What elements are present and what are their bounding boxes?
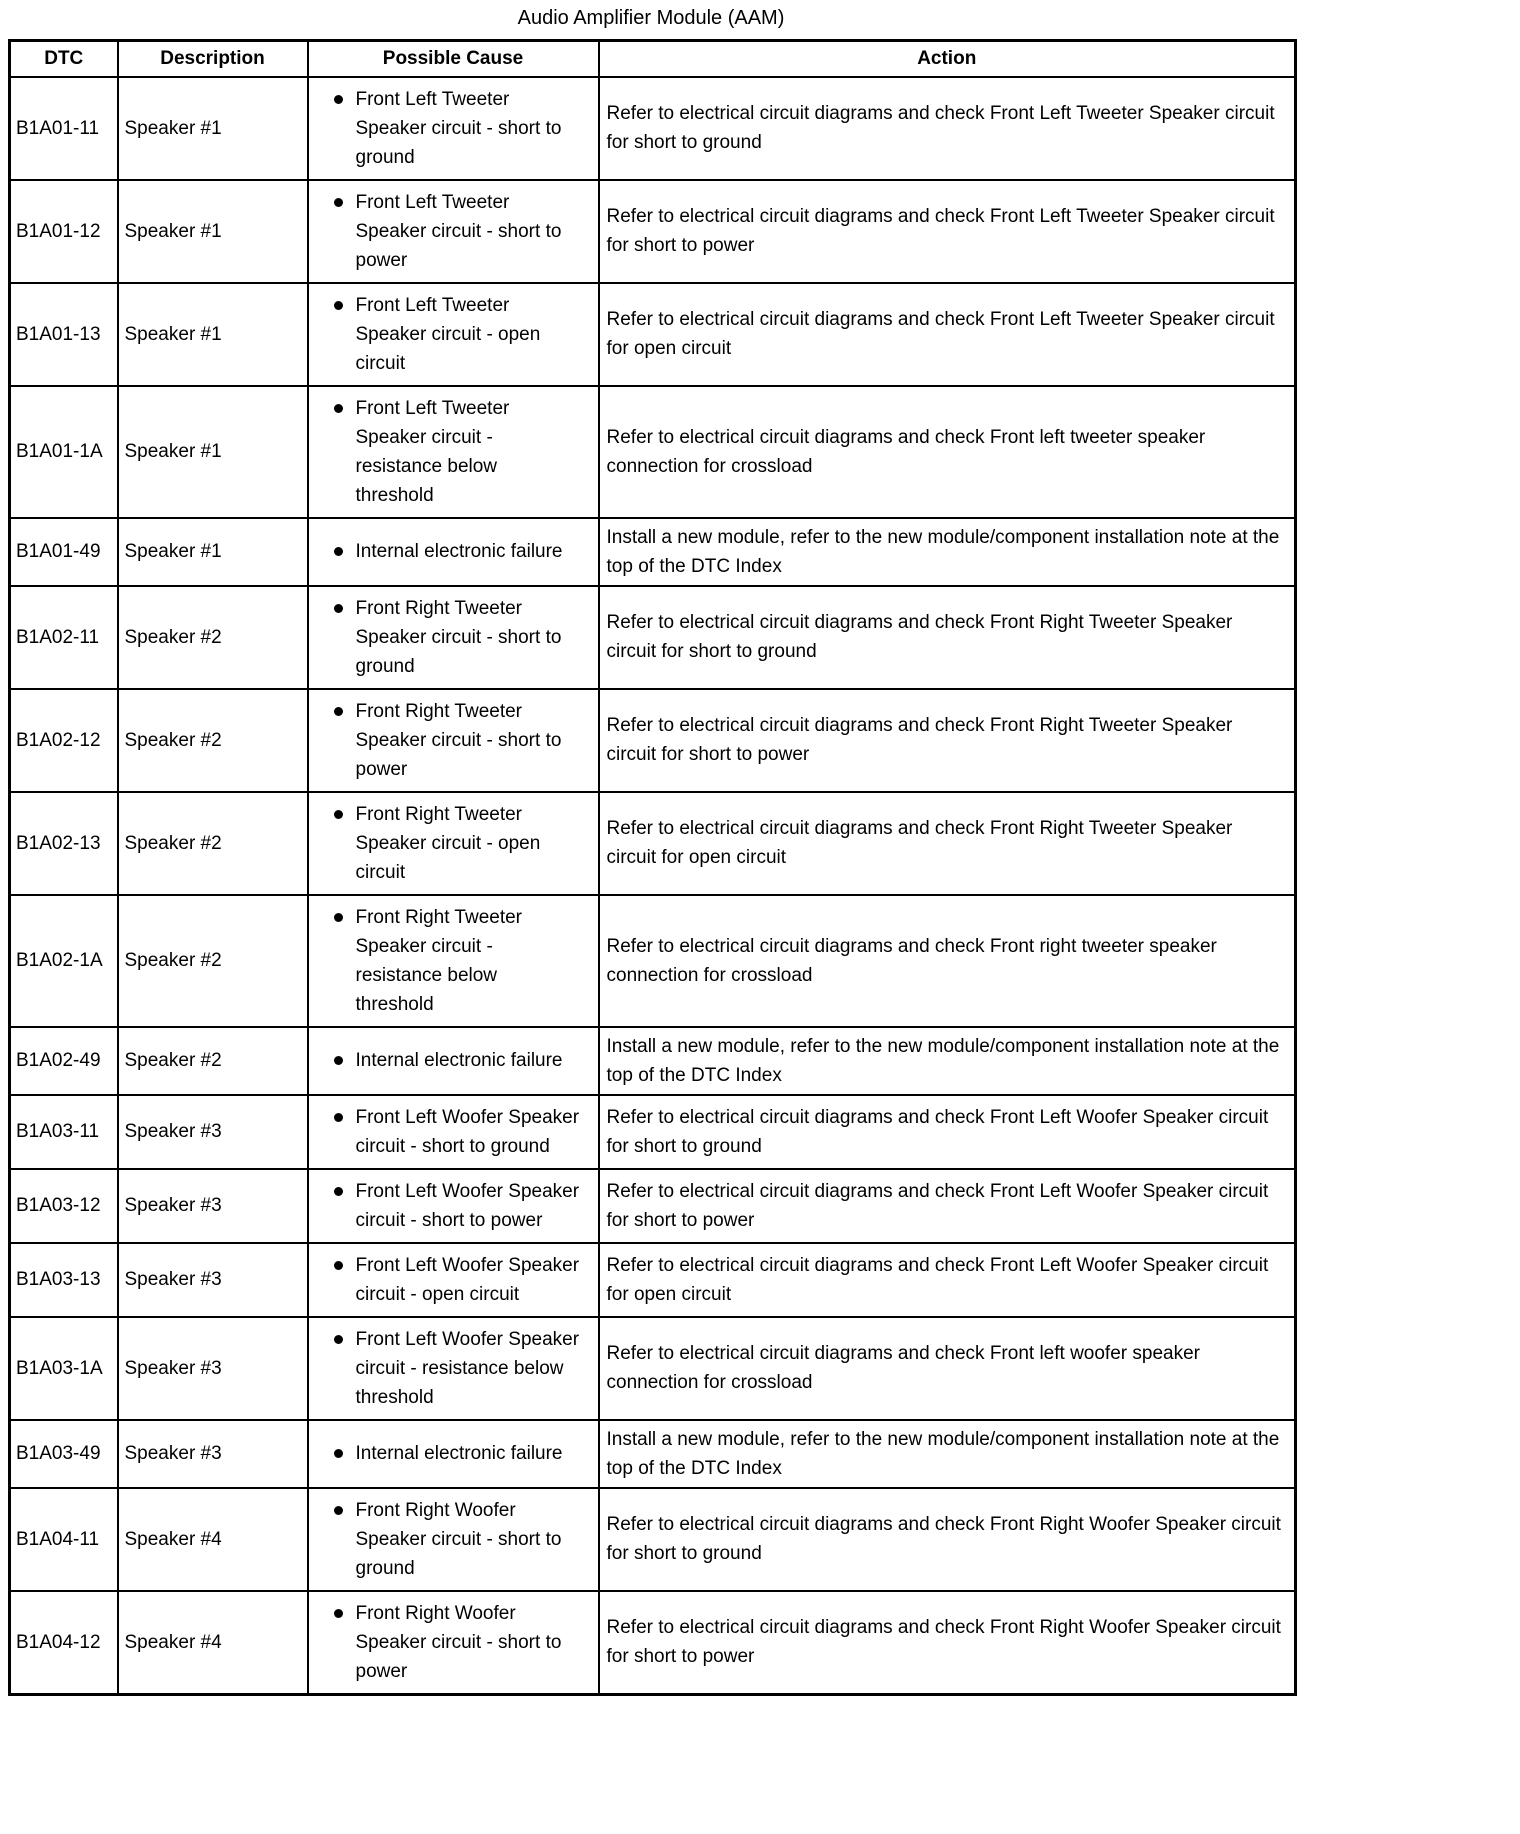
table-row	[10, 1317, 1296, 1420]
possible-cause-cell	[308, 1095, 599, 1169]
cause-text: Front Left Tweeter Speaker circuit - open circuit	[355, 294, 541, 374]
cause-text: Front Left Tweeter Speaker circuit - resistance below threshold	[355, 397, 510, 506]
action-cell: Refer to electrical circuit diagrams and check Front Right Tweeter Speaker circuit for open circuit	[599, 792, 1296, 895]
dtc-cell: B1A01-1A	[10, 386, 118, 518]
bullet-icon	[334, 604, 343, 613]
bullet-icon	[334, 1261, 343, 1270]
cause-text: Front Right Woofer Speaker circuit - short to ground	[355, 1499, 562, 1579]
action-cell: Refer to electrical circuit diagrams and check Front left woofer speaker connection for crossload	[599, 1317, 1296, 1420]
column-header-action: Action	[599, 41, 1296, 77]
possible-cause-cell	[308, 77, 599, 180]
description-cell: Speaker #4	[118, 1488, 308, 1591]
description-cell: Speaker #4	[118, 1591, 308, 1695]
cause-text: Front Left Woofer Speaker circuit - open circuit	[355, 1254, 580, 1305]
bullet-icon	[334, 913, 343, 922]
description-cell: Speaker #3	[118, 1420, 308, 1488]
description-cell: Speaker #2	[118, 586, 308, 689]
table-header	[10, 41, 1296, 77]
possible-cause-cell	[308, 1169, 599, 1243]
table-header-row	[10, 41, 1296, 77]
dtc-cell: B1A01-11	[10, 77, 118, 180]
cause-item	[309, 1251, 588, 1309]
action-cell: Refer to electrical circuit diagrams and check Front Right Tweeter Speaker circuit for short to power	[599, 689, 1296, 792]
description-cell: Speaker #1	[118, 283, 308, 386]
cause-item	[309, 188, 588, 275]
table-row	[10, 792, 1296, 895]
possible-cause-cell	[308, 689, 599, 792]
description-cell: Speaker #3	[118, 1317, 308, 1420]
table-row	[10, 283, 1296, 386]
table-row	[10, 77, 1296, 180]
description-cell: Speaker #1	[118, 386, 308, 518]
action-cell: Refer to electrical circuit diagrams and check Front right tweeter speaker connection for crossload	[599, 895, 1296, 1027]
cause-item	[309, 594, 588, 681]
description-cell: Speaker #2	[118, 689, 308, 792]
bullet-icon	[334, 404, 343, 413]
dtc-cell: B1A03-49	[10, 1420, 118, 1488]
page-title: Audio Amplifier Module (AAM)	[517, 7, 785, 29]
table-row	[10, 586, 1296, 689]
table-row	[10, 895, 1296, 1027]
cause-text: Front Right Tweeter Speaker circuit - short to ground	[355, 597, 562, 677]
dtc-cell: B1A02-13	[10, 792, 118, 895]
dtc-cell: B1A03-13	[10, 1243, 118, 1317]
action-cell: Refer to electrical circuit diagrams and check Front Right Tweeter Speaker circuit for short to ground	[599, 586, 1296, 689]
dtc-table	[8, 39, 1297, 1696]
action-cell: Refer to electrical circuit diagrams and check Front Left Tweeter Speaker circuit for short to power	[599, 180, 1296, 283]
cause-text: Front Left Tweeter Speaker circuit - short to ground	[355, 88, 562, 168]
possible-cause-cell	[308, 386, 599, 518]
table-row	[10, 1169, 1296, 1243]
cause-item	[309, 800, 588, 887]
table-row	[10, 180, 1296, 283]
dtc-cell: B1A04-12	[10, 1591, 118, 1695]
dtc-cell: B1A02-11	[10, 586, 118, 689]
cause-text: Internal electronic failure	[355, 541, 563, 562]
action-cell: Refer to electrical circuit diagrams and check Front Left Woofer Speaker circuit for short to ground	[599, 1095, 1296, 1169]
description-cell: Speaker #1	[118, 518, 308, 586]
table-row	[10, 1591, 1296, 1695]
table-row	[10, 1420, 1296, 1488]
action-cell: Refer to electrical circuit diagrams and check Front left tweeter speaker connection for crossload	[599, 386, 1296, 518]
dtc-cell: B1A02-1A	[10, 895, 118, 1027]
bullet-icon	[334, 810, 343, 819]
cause-item	[309, 1439, 588, 1468]
bullet-icon	[334, 301, 343, 310]
possible-cause-cell	[308, 1420, 599, 1488]
table-row	[10, 689, 1296, 792]
table-row	[10, 1095, 1296, 1169]
possible-cause-cell	[308, 180, 599, 283]
possible-cause-cell	[308, 1317, 599, 1420]
cause-item	[309, 1325, 588, 1412]
cause-item	[309, 291, 588, 378]
action-cell: Refer to electrical circuit diagrams and check Front Left Tweeter Speaker circuit for short to ground	[599, 77, 1296, 180]
cause-item	[309, 1177, 588, 1235]
cause-item	[309, 1496, 588, 1583]
action-cell: Refer to electrical circuit diagrams and check Front Left Woofer Speaker circuit for open circuit	[599, 1243, 1296, 1317]
dtc-cell: B1A01-12	[10, 180, 118, 283]
table-body	[10, 77, 1296, 1695]
possible-cause-cell	[308, 1591, 599, 1695]
cause-text: Front Left Woofer Speaker circuit - resistance below threshold	[355, 1328, 580, 1408]
cause-text: Front Left Tweeter Speaker circuit - short to power	[355, 191, 562, 271]
dtc-cell: B1A01-13	[10, 283, 118, 386]
dtc-cell: B1A03-11	[10, 1095, 118, 1169]
possible-cause-cell	[308, 895, 599, 1027]
cause-item	[309, 1599, 588, 1686]
cause-item	[309, 1103, 588, 1161]
table-row	[10, 1243, 1296, 1317]
description-cell: Speaker #3	[118, 1169, 308, 1243]
bullet-icon	[334, 1609, 343, 1618]
cause-item	[309, 1046, 588, 1075]
dtc-cell: B1A03-12	[10, 1169, 118, 1243]
possible-cause-cell	[308, 586, 599, 689]
column-header-description: Description	[118, 41, 308, 77]
possible-cause-cell	[308, 792, 599, 895]
description-cell: Speaker #2	[118, 1027, 308, 1095]
cause-text: Front Left Woofer Speaker circuit - short to ground	[355, 1106, 580, 1157]
description-cell: Speaker #1	[118, 77, 308, 180]
bullet-icon	[334, 1506, 343, 1515]
cause-item	[309, 85, 588, 172]
bullet-icon	[334, 198, 343, 207]
cause-text: Front Right Tweeter Speaker circuit - open circuit	[355, 803, 541, 883]
action-cell: Install a new module, refer to the new module/component installation note at the top of the DTC Index	[599, 518, 1296, 586]
bullet-icon	[334, 1449, 343, 1458]
column-header-dtc: DTC	[10, 41, 118, 77]
description-cell: Speaker #3	[118, 1243, 308, 1317]
bullet-icon	[334, 95, 343, 104]
bullet-icon	[334, 707, 343, 716]
bullet-icon	[334, 1113, 343, 1122]
action-cell: Refer to electrical circuit diagrams and check Front Right Woofer Speaker circuit for short to power	[599, 1591, 1296, 1695]
action-cell: Refer to electrical circuit diagrams and check Front Left Tweeter Speaker circuit for open circuit	[599, 283, 1296, 386]
cause-text: Internal electronic failure	[355, 1443, 563, 1464]
possible-cause-cell	[308, 1027, 599, 1095]
action-cell: Refer to electrical circuit diagrams and check Front Right Woofer Speaker circuit for short to ground	[599, 1488, 1296, 1591]
dtc-cell: B1A04-11	[10, 1488, 118, 1591]
cause-text: Front Right Woofer Speaker circuit - short to power	[355, 1602, 562, 1682]
cause-item	[309, 394, 588, 510]
cause-item	[309, 697, 588, 784]
table-row	[10, 518, 1296, 586]
possible-cause-cell	[308, 1243, 599, 1317]
dtc-cell: B1A02-12	[10, 689, 118, 792]
bullet-icon	[334, 1056, 343, 1065]
table-row	[10, 1488, 1296, 1591]
cause-text: Front Left Woofer Speaker circuit - short to power	[355, 1180, 580, 1231]
action-cell: Install a new module, refer to the new module/component installation note at the top of the DTC Index	[599, 1420, 1296, 1488]
bullet-icon	[334, 1187, 343, 1196]
dtc-cell: B1A02-49	[10, 1027, 118, 1095]
cause-item	[309, 903, 588, 1019]
possible-cause-cell	[308, 518, 599, 586]
description-cell: Speaker #3	[118, 1095, 308, 1169]
action-cell: Refer to electrical circuit diagrams and check Front Left Woofer Speaker circuit for short to power	[599, 1169, 1296, 1243]
cause-text: Internal electronic failure	[355, 1050, 563, 1071]
dtc-cell: B1A01-49	[10, 518, 118, 586]
cause-item	[309, 537, 588, 566]
bullet-icon	[334, 1335, 343, 1344]
description-cell: Speaker #2	[118, 895, 308, 1027]
description-cell: Speaker #1	[118, 180, 308, 283]
bullet-icon	[334, 547, 343, 556]
possible-cause-cell	[308, 1488, 599, 1591]
cause-text: Front Right Tweeter Speaker circuit - short to power	[355, 700, 562, 780]
possible-cause-cell	[308, 283, 599, 386]
table-row	[10, 1027, 1296, 1095]
dtc-cell: B1A03-1A	[10, 1317, 118, 1420]
column-header-possible-cause: Possible Cause	[308, 41, 599, 77]
cause-text: Front Right Tweeter Speaker circuit - resistance below threshold	[355, 906, 523, 1015]
table-row	[10, 386, 1296, 518]
description-cell: Speaker #2	[118, 792, 308, 895]
action-cell: Install a new module, refer to the new module/component installation note at the top of the DTC Index	[599, 1027, 1296, 1095]
